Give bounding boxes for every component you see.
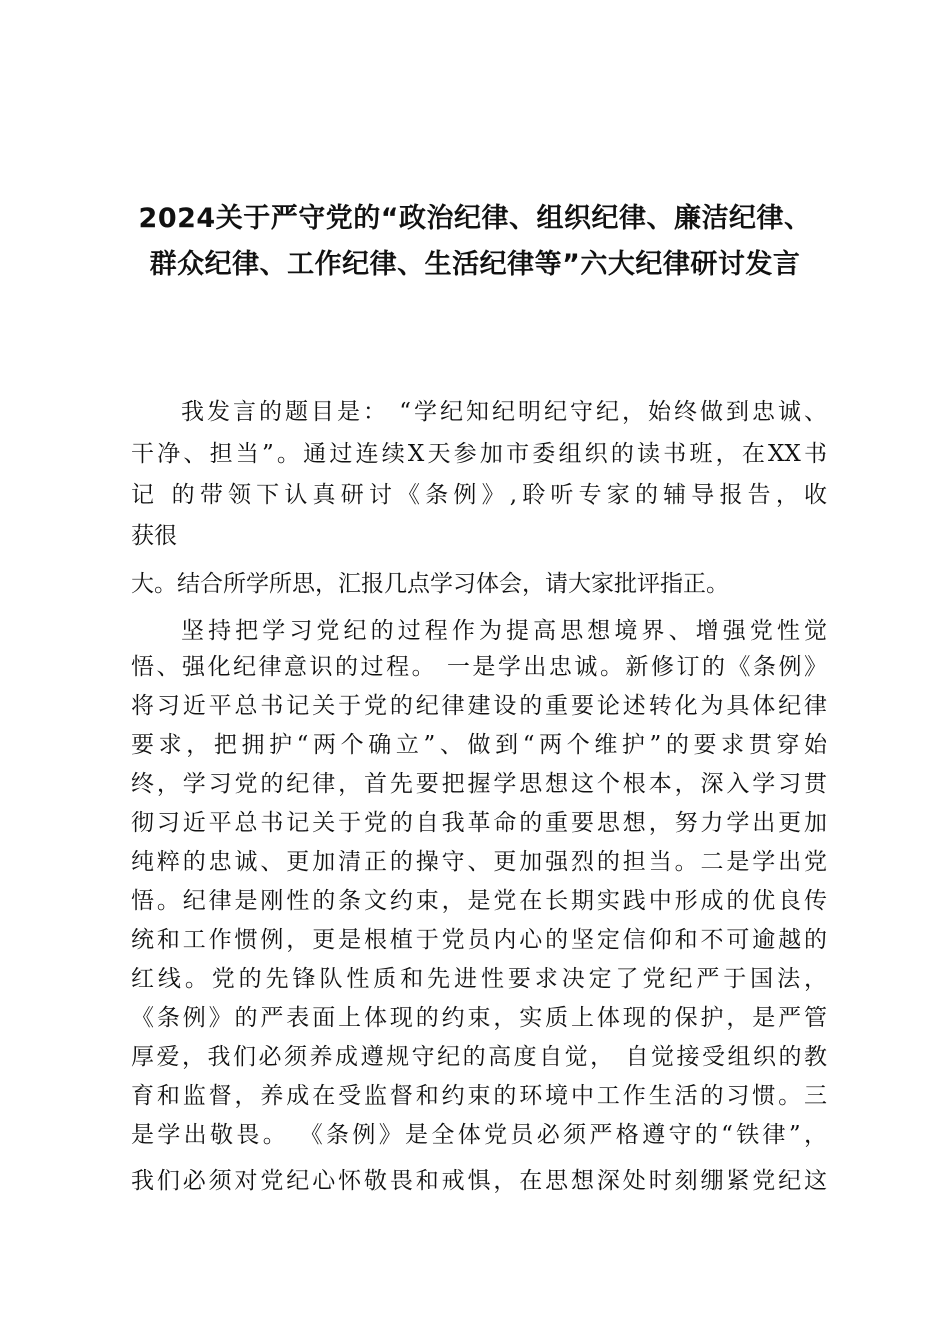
body-line: 是学出敬畏。 《条例》是全体党员必须严格遵守的“铁律”， bbox=[131, 1122, 827, 1148]
body-line: 我们必须对党纪心怀敬畏和戒惧，在思想深处时刻绷紧党纪这 bbox=[131, 1168, 827, 1194]
body-line: 《条例》的严表面上体现的约束，实质上体现的保护，是严管 bbox=[131, 1005, 827, 1031]
body-line: 我发言的题目是： “学纪知纪明纪守纪，始终做到忠诚、 bbox=[181, 399, 827, 425]
body-line: 终，学习党的纪律，首先要把握学思想这个根本，深入学习贯 bbox=[131, 771, 827, 797]
body-line: 获很 bbox=[131, 523, 177, 549]
body-line: 红线。党的先锋队性质和先进性要求决定了党纪严于国法， bbox=[131, 966, 827, 992]
body-line: 悟、强化纪律意识的过程。 一是学出忠诚。新修订的《条例》 bbox=[131, 654, 827, 680]
body-line: 干净、担当”。通过连续X天参加市委组织的读书班，在XX书 bbox=[131, 441, 827, 467]
body-line: 坚持把学习党纪的过程作为提高思想境界、增强党性觉 bbox=[181, 618, 827, 644]
title-line-1: 2024关于严守党的“政治纪律、组织纪律、廉洁纪律、 bbox=[138, 203, 812, 234]
body-line: 育和监督，养成在受监督和约束的环境中工作生活的习惯。三 bbox=[131, 1083, 827, 1109]
body-line: 要求，把拥护“两个确立”、做到“两个维护”的要求贯穿始 bbox=[131, 732, 827, 758]
body-line: 大。结合所学所思，汇报几点学习体会，请大家批评指正。 bbox=[131, 571, 729, 597]
body-line: 纯粹的忠诚、更加清正的操守、更加强烈的担当。二是学出党 bbox=[131, 849, 827, 875]
body-line: 彻习近平总书记关于党的自我革命的重要思想，努力学出更加 bbox=[131, 810, 827, 836]
body-line: 厚爱，我们必须养成遵规守纪的高度自觉， 自觉接受组织的教 bbox=[131, 1044, 827, 1070]
body-line: 将习近平总书记关于党的纪律建设的重要论述转化为具体纪律 bbox=[131, 693, 827, 719]
title-line-2: 群众纪律、工作纪律、生活纪律等”六大纪律研讨发言 bbox=[149, 249, 801, 280]
body-line: 统和工作惯例，更是根植于党员内心的坚定信仰和不可逾越的 bbox=[131, 927, 827, 953]
document-title bbox=[100, 196, 850, 288]
body-line: 记 的带领下认真研讨《条例》,聆听专家的辅导报告，收 bbox=[131, 482, 827, 508]
body-line: 悟。纪律是刚性的条文约束，是党在长期实践中形成的优良传 bbox=[131, 888, 827, 914]
